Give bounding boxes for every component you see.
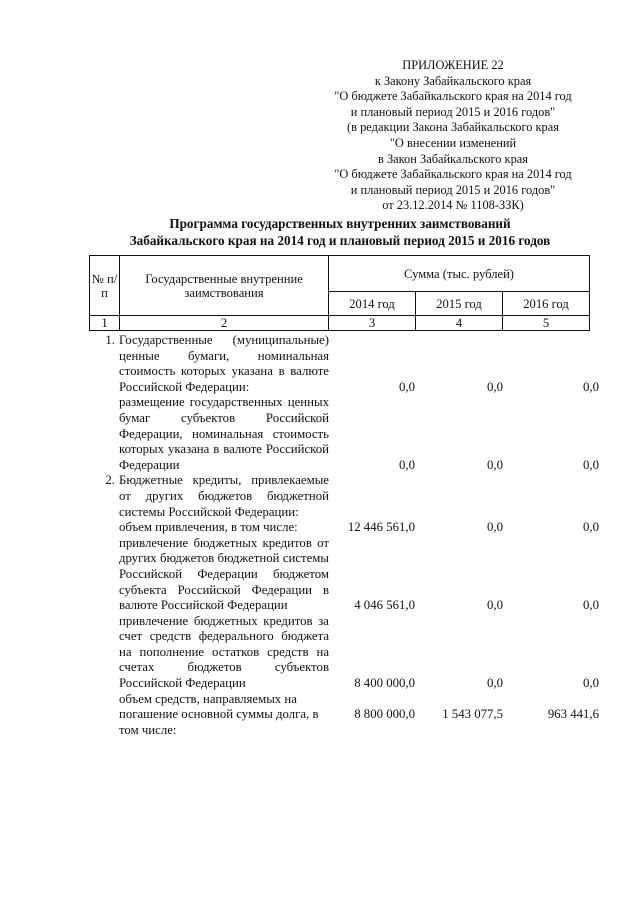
row-text: объем привлечения, в том числе: bbox=[119, 520, 298, 535]
appendix-line: от 23.12.2014 № 1108-ЗЗК) bbox=[382, 198, 524, 213]
row-value-2015: 0,0 bbox=[487, 676, 503, 691]
appendix-line: (в редакции Закона Забайкальского края bbox=[347, 120, 559, 135]
row-value-2016: 0,0 bbox=[583, 457, 599, 472]
row-value-2014: 8 800 000,0 bbox=[354, 707, 415, 722]
row-num bbox=[89, 614, 119, 692]
row-value-2015: 1 543 077,5 bbox=[442, 707, 503, 722]
colnum-1: 1 bbox=[90, 316, 120, 331]
appendix-line: и плановый период 2015 и 2016 годов" bbox=[350, 104, 556, 119]
row-value-2015: 0,0 bbox=[487, 520, 503, 535]
row-value-2016: 0,0 bbox=[583, 379, 599, 394]
header-2014: 2014 год bbox=[329, 292, 416, 316]
table-row bbox=[89, 692, 599, 739]
appendix-line: к Закону Забайкальского края bbox=[374, 73, 532, 88]
header-num: № п/п bbox=[90, 256, 120, 316]
table-row bbox=[89, 536, 599, 614]
header-2016: 2016 год bbox=[503, 292, 590, 316]
row-value-2014: 12 446 561,0 bbox=[347, 520, 415, 535]
table-row bbox=[89, 395, 599, 473]
row-text: привлечение бюджетных кредитов от других бюджетов бюджетной системы Российской Федерации бюджетом субъекта Российской Федерации в валюте Российской Федерации bbox=[119, 535, 329, 613]
row-num: 1. bbox=[105, 333, 115, 347]
row-text: объем средств, направляемых на погашение основной суммы долга, в том числе: bbox=[119, 691, 319, 737]
row-text: Государственные (муниципальные) ценные бумаги, номинальная стоимость которых указана в валюте Российской Федерации: bbox=[119, 333, 329, 394]
row-value-2016: 0,0 bbox=[583, 676, 599, 691]
appendix-line: и плановый период 2015 и 2016 годов" bbox=[350, 182, 556, 197]
title-line-1: Программа государственных внутренних заимствований bbox=[169, 216, 511, 231]
appendix-header bbox=[300, 58, 606, 214]
row-value-2014: 0,0 bbox=[399, 379, 415, 394]
row-value-2014: 4 046 561,0 bbox=[354, 598, 415, 613]
header-2015: 2015 год bbox=[416, 292, 503, 316]
appendix-line: ПРИЛОЖЕНИЕ 22 bbox=[402, 58, 504, 72]
table-row bbox=[89, 520, 599, 536]
row-value-2016: 963 441,6 bbox=[547, 707, 599, 722]
row-text: размещение государственных ценных бумаг субъектов Российской Федерации, номинальная стоимость которых указана в валюте Российской Федерации bbox=[119, 395, 329, 472]
header-name: Государственные внутренние заимствования bbox=[120, 256, 329, 316]
row-num bbox=[89, 395, 119, 473]
header-sum: Сумма (тыс. рублей) bbox=[329, 256, 590, 292]
colnum-2: 2 bbox=[120, 316, 329, 331]
row-num bbox=[89, 692, 119, 739]
row-value-2014: 0,0 bbox=[399, 457, 415, 472]
table-row bbox=[89, 614, 599, 692]
appendix-line: "О внесении изменений bbox=[389, 135, 517, 150]
table-row bbox=[89, 333, 599, 395]
row-value-2016: 0,0 bbox=[583, 520, 599, 535]
appendix-line: "О бюджете Забайкальского края на 2014 год bbox=[334, 167, 572, 182]
row-value-2015: 0,0 bbox=[487, 457, 503, 472]
row-value-2015: 0,0 bbox=[487, 379, 503, 394]
row-text: Бюджетные кредиты, привлекаемые от других бюджетов бюджетной системы Российской Федерации: bbox=[119, 473, 329, 519]
row-value-2014: 8 400 000,0 bbox=[354, 676, 415, 691]
appendix-line: "О бюджете Забайкальского края на 2014 год bbox=[334, 89, 572, 104]
table-header bbox=[89, 255, 590, 331]
page-title bbox=[40, 215, 640, 249]
table-body bbox=[89, 333, 599, 738]
title-line-2: Забайкальского края на 2014 год и плановый период 2015 и 2016 годов bbox=[129, 233, 551, 248]
row-num bbox=[89, 520, 119, 536]
row-value-2016: 0,0 bbox=[583, 598, 599, 613]
colnum-4: 4 bbox=[416, 316, 503, 331]
table-row bbox=[89, 473, 599, 520]
row-num bbox=[89, 536, 119, 614]
row-text: привлечение бюджетных кредитов за счет средств федерального бюджета на пополнение остатков средств на счетах бюджетов субъектов Российской Федерации bbox=[119, 613, 329, 691]
colnum-5: 5 bbox=[503, 316, 590, 331]
appendix-line: в Закон Забайкальского края bbox=[378, 151, 528, 166]
row-num: 2. bbox=[105, 473, 115, 488]
colnum-3: 3 bbox=[329, 316, 416, 331]
row-value-2015: 0,0 bbox=[487, 598, 503, 613]
